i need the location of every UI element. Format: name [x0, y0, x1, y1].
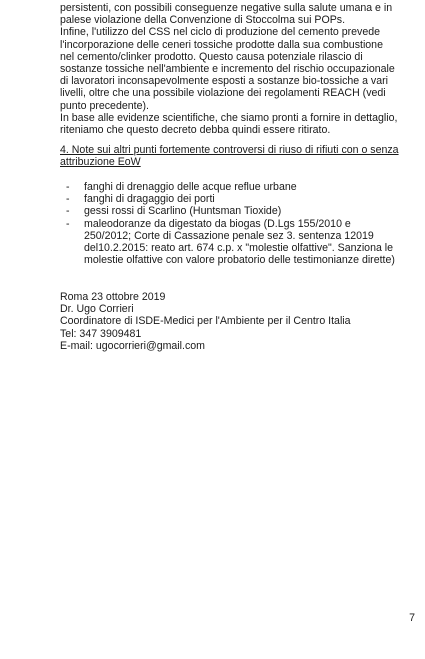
list-item-text: fanghi di drenaggio delle acque reflue urbane [84, 181, 297, 193]
intro-paragraph-1: persistenti, con possibili conseguenze negative sulla salute umana e in palese violazione della Convenzione di Stoccolma sui POPs. [60, 2, 393, 27]
page-number: 7 [409, 612, 415, 624]
author-phone: Tel: 347 3909481 [60, 327, 142, 340]
section-4-heading: 4. Note sui altri punti fortemente controversi di riuso di rifiuti con o senza attribuzione EoW [60, 144, 399, 169]
intro-text [60, 2, 400, 136]
bullet-dash: - [66, 217, 70, 230]
list-item [60, 181, 400, 193]
list-item [60, 205, 400, 217]
signature-block [60, 291, 400, 352]
list-item-text: gessi rossi di Scarlino (Huntsman Tioxide) [84, 205, 282, 218]
place-date: Roma 23 ottobre 2019 [60, 291, 166, 303]
author-name: Dr. Ugo Corrieri [60, 303, 134, 316]
section-4-list [60, 181, 400, 266]
bullet-dash: - [66, 193, 70, 206]
author-role: Coordinatore di ISDE-Medici per l'Ambiente per il Centro Italia [60, 315, 351, 328]
list-item-text: fanghi di dragaggio dei porti [84, 193, 215, 206]
list-item-text: maleodoranze da digestato da biogas (D.Lgs 155/2010 e 250/2012; Corte di Cassazione penale sez 3. sentenza 12019 del10.2.2015: reato art. 674 c.p. x "molestie olfattive". Sanziona le molestie olfattive con valore probatorio delle testimonianze dirette) [84, 217, 395, 267]
bullet-dash: - [66, 181, 70, 193]
intro-paragraph-3: In base alle evidenze scientifiche, che siamo pronti a fornire in dettaglio, riteniamo che questo decreto debba quindi essere ritirato. [60, 111, 398, 137]
intro-paragraph-2: Infine, l'utilizzo del CSS nel ciclo di produzione del cemento prevede l'incorporazione delle ceneri tossiche prodotte dalla sua combustione nel cemento/clinker prodotto. Questo causa potenziale rilascio di sostanze tossiche nell'ambiente e incremento del rischio occupazionale di lavoratori inconsapevolmente esposti a sostanze bio-tossiche a vari livelli, oltre che una possibile violazione dei regolamenti REACH (vedi punto precedente). [60, 26, 395, 112]
list-item [60, 218, 400, 267]
author-email: E-mail: ugocorrieri@gmail.com [60, 339, 205, 352]
list-item [60, 193, 400, 205]
bullet-dash: - [66, 205, 70, 218]
